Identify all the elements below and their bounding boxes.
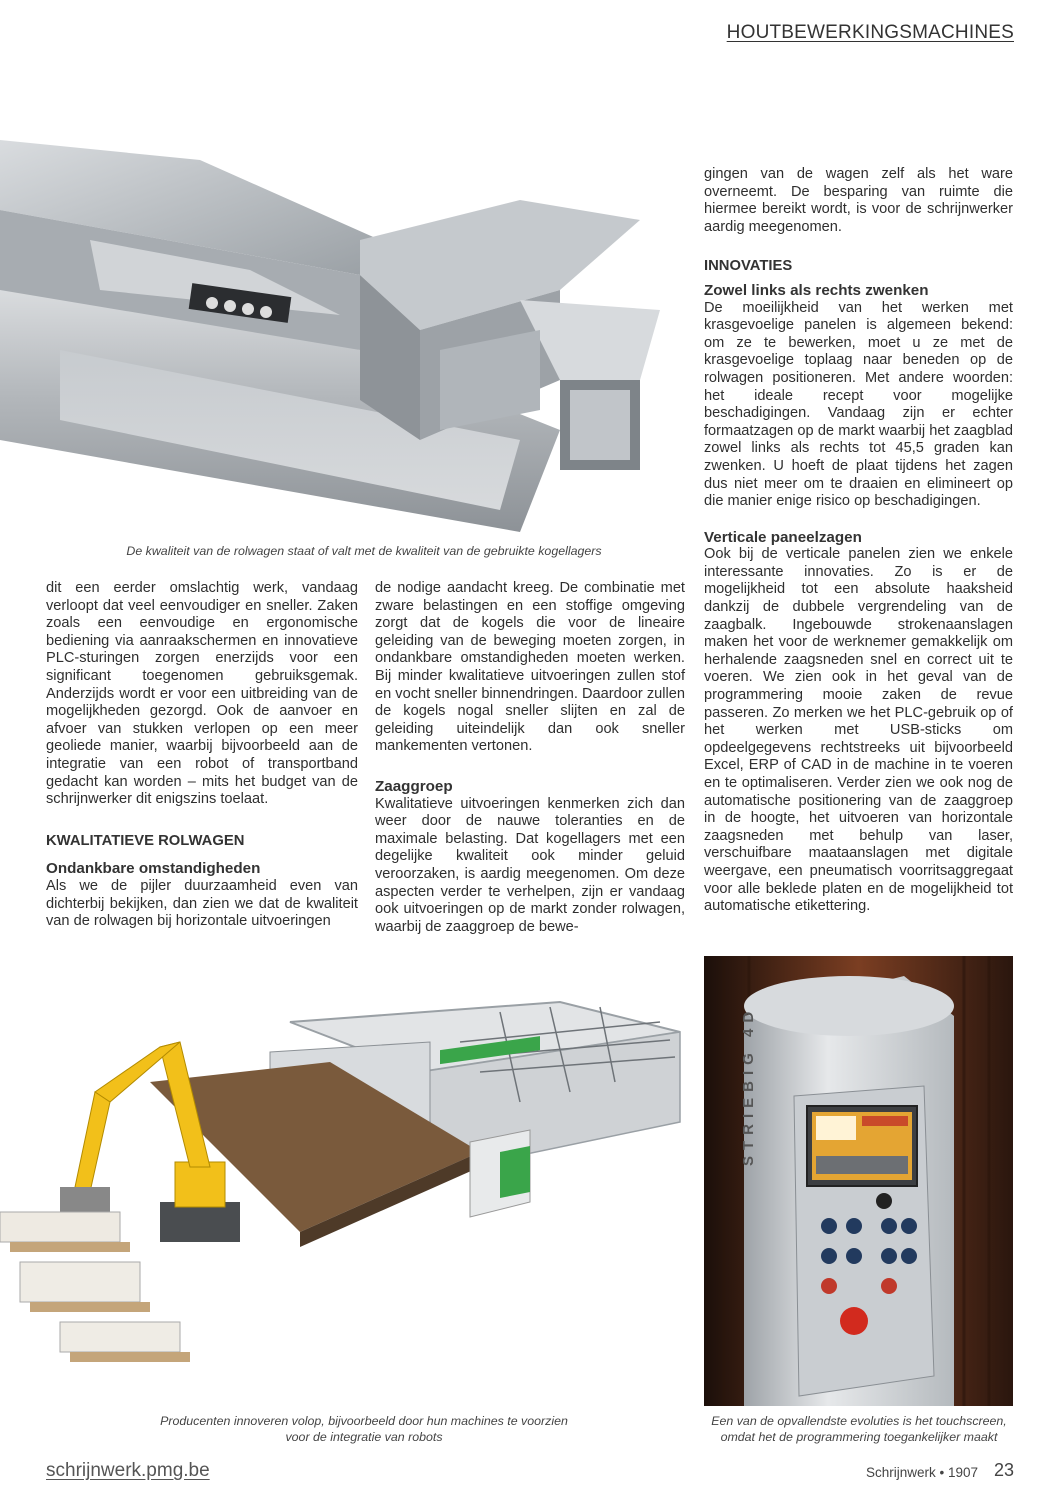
right-column (704, 166, 1013, 916)
right-paragraph-2: De moeilijkheid van het werken met krasgevoelige panelen is algemeen bekend: om ze te bewerken, moet u ze met de krasgevoelige toplaag naar beneden op de rolwagen positioneren. Met andere woorden: het ideale recept voor mogelijke beschadigingen. Vandaag zijn er echter formaatzagen op de markt waarbij het zaagblad zowel links als rechts tot 45,5 graden kan zwenken. U hoeft de plaat tijdens het zagen dus niet meer om te draaien en elimineert op die manier enige risico op beschadigingen. (704, 299, 1013, 510)
touchscreen-photo (704, 956, 1013, 1406)
touchscreen-caption-line-1: Een van de opvallendste evoluties is het touchscreen, (711, 1414, 1007, 1428)
sub-heading-omstandigheden: Ondankbare omstandigheden (46, 860, 261, 878)
robot-saw-photo (0, 962, 688, 1366)
magazine-issue: Schrijnwerk • 1907 (865, 1465, 978, 1480)
left-paragraph-2: Als we de pijler duurzaamheid even van dichterbij bekijken, dan zien we dat de kwaliteit van de rolwagen bij horizontale uitvoeringen (46, 877, 358, 930)
middle-paragraph-2: Kwalitatieve uitvoeringen kenmerken zich dan weer door de nauwe toleranties en de maximale belasting. Dat kogellagers met een degelijke kwaliteit ook minder geluid veroorzaken, is aardig meegenomen. Om deze aspecten verder te verhelpen, zijn er vandaag ook uitvoeringen op de markt zonder rolwagen, waarbij de zaaggroep de bewe- (375, 795, 685, 935)
website-link[interactable]: schrijnwerk.pmg.be (46, 1460, 210, 1481)
rolwagen-photo (0, 140, 688, 532)
middle-paragraph-1: de nodige aandacht kreeg. De combinatie met zware belastingen en een stoffige omgeving zorgt dat de kogels die voor de lineaire geleiding van de beweging moeten zorgen, in ondankbare omstandigheden moeten werken. Bij minder kwalitatieve uitvoeringen zullen stof en vocht sneller binnendringen. Daardoor zullen de kogels nogal sneller slijten en zal de geleiding uiteindelijk dan ook sneller mankementen vertonen. (375, 580, 685, 755)
robot-saw-illustration (0, 962, 688, 1366)
brand-vertical-text: STRIEBIG 4D (740, 1005, 757, 1166)
rolwagen-illustration (0, 140, 688, 532)
right-paragraph-3: Ook bij de verticale panelen zien we enkele interessante innovaties. Zo is er de mogelijkheid tot een absolute haaksheid dankzij de dubbele vergrendeling van de zaagbalk. Ingebouwde strokenaanslagen maken het voor de werknemer gemakkelijk om herhalende zaagsneden snel en correct uit te voeren. We zien ook in het geval van de programmering mooie zaken de revue passeren. Zo merken we het PLC-gebruik op of het werken met USB-sticks om opdeelgegevens rechtstreeks uit bijvoorbeeld Excel, ERP of CAD in de machine in te voeren en te optimaliseren. Verder zien we ook nog de automatische positionering van de zaaggroep in de hoogte, het uitvoeren van horizontale zaagsneden met behulp van laser, verschuifbare maataanslagen met digitale weergave, een pneumatisch voorritsaggregaat voor alle beklede platen en de mogelijkheid tot automatische etikettering. (704, 546, 1013, 915)
touchscreen-caption (700, 1413, 1018, 1445)
sub-heading-verticale: Verticale paneelzagen (704, 528, 862, 546)
page-number: 23 (993, 1460, 1014, 1480)
robot-caption (40, 1413, 688, 1445)
left-column (46, 580, 358, 931)
sub-heading-zaaggroep: Zaaggroep (375, 777, 453, 795)
robot-caption-line-2: voor de integratie van robots (285, 1430, 443, 1444)
right-paragraph-1: gingen van de wagen zelf als het ware overneemt. De besparing van ruimte die hiermee bereikt wordt, is voor de schrijnwerker aardig meegenomen. (704, 166, 1013, 235)
touchscreen-caption-line-2: omdat het de programmering toegankelijker maakt (720, 1430, 998, 1444)
section-heading-rolwagen: KWALITATIEVE ROLWAGEN (46, 832, 245, 849)
rolwagen-caption: De kwaliteit van de rolwagen staat of valt met de kwaliteit van de gebruikte kogellagers (126, 544, 602, 558)
left-paragraph-1: dit een eerder omslachtig werk, vandaag verloopt dat veel eenvoudiger en sneller. Zaken zoals een eenvoudige en ergonomische bediening via aanraakschermen en innovatieve PLC-sturingen zorgen enerzijds voor een significant toegenomen gebruiksgemak. Anderzijds wordt er voor een uitbreiding van de mogelijkheden gezorgd. Ook de aanvoer en afvoer van stukken verlopen op een meer geoliede manier, waarbij bijvoorbeeld aan de integratie van een robot of transportband gedacht kan worden – mits het budget van de schrijnwerker dit enigszins toelaat. (46, 580, 358, 808)
sub-heading-zwenken: Zowel links als rechts zwenken (704, 281, 929, 299)
middle-column (375, 580, 685, 936)
section-category: HOUTBEWERKINGSMACHINES (726, 22, 1014, 43)
section-heading-innovaties: INNOVATIES (704, 258, 793, 275)
robot-caption-line-1: Producenten innoveren volop, bijvoorbeeld door hun machines te voorzien (160, 1414, 568, 1428)
